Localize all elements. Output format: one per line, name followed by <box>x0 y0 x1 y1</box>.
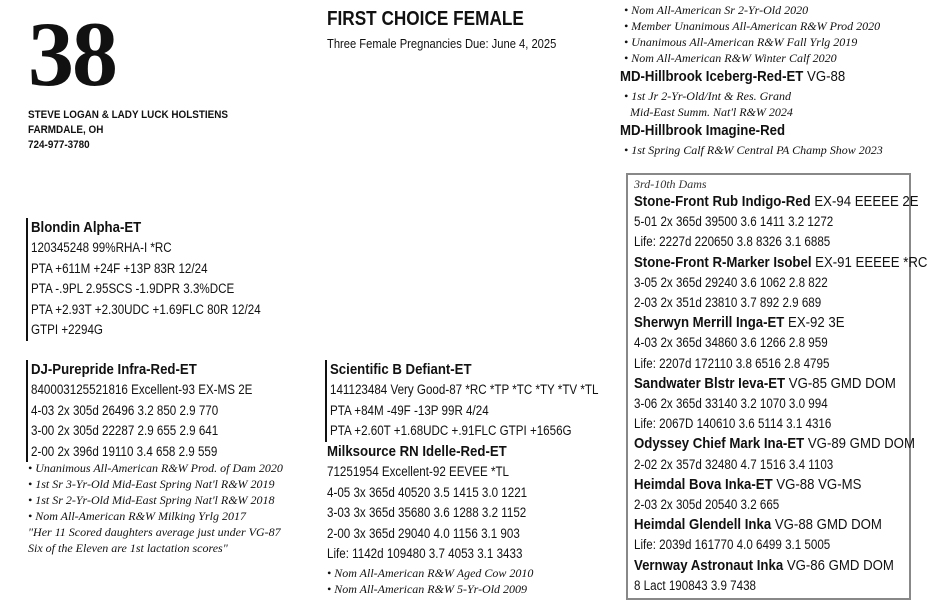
lot-number: 38 <box>28 3 116 105</box>
ancestor-dam-record: Life: 2039d 161770 4.0 6499 3.1 5005 <box>634 537 831 553</box>
dam-honor: • Nom All-American R&W Milking Yrlg 2017 <box>28 508 283 524</box>
consignor-city: FARMDALE, OH <box>28 124 104 136</box>
ancestor-dam-name <box>634 313 876 333</box>
sibling-1 <box>620 66 851 88</box>
consignor-name: STEVE LOGAN & LADY LUCK HOLSTIENS <box>28 109 229 121</box>
ancestor-dams-box <box>626 173 928 600</box>
sibling-1-name: MD-Hillbrook Iceberg-Red-ET <box>620 68 804 85</box>
sire-line: GTPI +2294G <box>31 322 103 337</box>
granddam-line: 71251954 Excellent-92 EEVEE *TL <box>327 464 510 479</box>
ancestor-dam-name <box>634 515 882 535</box>
ancestor-dam-name <box>634 192 919 212</box>
dam-line: 3-00 2x 305d 22287 2.9 655 2.9 641 <box>31 423 219 438</box>
ancestor-dam-score: VG-89 GMD DOM <box>807 435 915 453</box>
offering-title: FIRST CHOICE FEMALE <box>327 8 524 30</box>
maternal-sire-block <box>325 360 620 442</box>
ancestor-dam-record: 2-03 2x 351d 23810 3.7 892 2.9 689 <box>634 295 822 311</box>
granddam-line: 4-05 3x 365d 40520 3.5 1415 3.0 1221 <box>327 484 528 500</box>
ancestor-dam-name <box>634 434 915 454</box>
granddam-line: 2-00 3x 365d 29040 4.0 1156 3.1 903 <box>327 525 520 541</box>
dam-honors <box>28 460 283 556</box>
dam-quote: Six of the Eleven are 1st lactation scores" <box>28 541 228 555</box>
dam-line: 840003125521816 Excellent-93 EX-MS 2E <box>31 382 253 397</box>
top-right-pedigree <box>620 2 883 158</box>
ancestor-dam-score: VG-88 GMD DOM <box>774 516 882 534</box>
granddam-honor: • Nom All-American R&W Aged Cow 2010 <box>327 565 617 581</box>
dam-name: DJ-Purepride Infra-Red-ET <box>31 361 197 378</box>
ancestor-dam-name <box>634 374 896 394</box>
granddam-line: Life: 1142d 109480 3.7 4053 3.1 3433 <box>327 546 523 561</box>
dam-block <box>26 360 321 462</box>
dams-list <box>634 192 928 596</box>
ancestor-dam-score: EX-94 EEEEE 2E <box>814 193 919 210</box>
ancestor-dam-name <box>634 253 928 273</box>
sire-line: PTA -.9PL 2.95SCS -1.9DPR 3.3%DCE <box>31 281 235 296</box>
ancestor-dam-record: 4-03 2x 365d 34860 3.6 1266 2.8 959 <box>634 335 828 351</box>
maternal-sire-line: PTA +84M -49F -13P 99R 4/24 <box>330 402 489 418</box>
offering-subtitle: Three Female Pregnancies Due: June 4, 2025 <box>327 36 557 51</box>
sire-line: PTA +2.93T +2.30UDC +1.69FLC 80R 12/24 <box>31 301 261 317</box>
ancestor-dam-record: 2-02 2x 357d 32480 4.7 1516 3.4 1103 <box>634 456 834 472</box>
ancestor-dam-record: 3-05 2x 365d 29240 3.6 1062 2.8 822 <box>634 274 828 290</box>
granddam-line: 3-03 3x 365d 35680 3.6 1288 3.2 1152 <box>327 505 527 520</box>
ancestor-dam-title: Heimdal Glendell Inka <box>634 516 772 534</box>
dam-line: 2-00 2x 396d 19110 3.4 658 2.9 559 <box>31 443 218 459</box>
maternal-sire-line: PTA +2.60T +1.68UDC +.91FLC GTPI +1656G <box>330 423 572 438</box>
sibling-2-honor: • 1st Spring Calf R&W Central PA Champ Show 2023 <box>624 142 883 158</box>
dam-line: 4-03 2x 305d 26496 3.2 850 2.9 770 <box>31 402 219 418</box>
honor-line: • Nom All-American R&W Winter Calf 2020 <box>624 50 883 66</box>
ancestor-dam-name <box>634 475 876 495</box>
sire-block <box>26 218 321 341</box>
ancestor-dam-title: Stone-Front Rub Indigo-Red <box>634 193 811 210</box>
ancestor-dam-score: VG-86 GMD DOM <box>786 556 894 574</box>
dams-box-header: 3rd-10th Dams <box>634 177 707 191</box>
ancestor-dam-title: Stone-Front R-Marker Isobel <box>634 253 812 271</box>
ancestor-dam-record: 5-01 2x 365d 39500 3.6 1411 3.2 1272 <box>634 214 834 230</box>
sibling-1-score: VG-88 <box>807 68 846 85</box>
sibling-2-name: MD-Hillbrook Imagine-Red <box>620 122 786 139</box>
honor-line: • Nom All-American Sr 2-Yr-Old 2020 <box>624 2 883 18</box>
ancestor-dam-record: Life: 2227d 220650 3.8 8326 3.1 6885 <box>634 234 831 250</box>
granddam-honor: • Nom All-American R&W 5-Yr-Old 2009 <box>327 581 617 597</box>
sire-name: Blondin Alpha-ET <box>31 219 142 236</box>
sibling-1-honor: • 1st Jr 2-Yr-Old/Int & Res. Grand <box>624 88 883 104</box>
ancestor-dam-record: Life: 2207d 172110 3.8 6516 2.8 4795 <box>634 355 830 371</box>
honor-line: • Member Unanimous All-American R&W Prod 2020 <box>624 18 883 34</box>
dam-honor: • 1st Sr 2-Yr-Old Mid-East Spring Nat'l R&W 2018 <box>28 492 283 508</box>
ancestor-dam-name <box>634 556 894 576</box>
sibling-1-honor: Mid-East Summ. Nat'l R&W 2024 <box>630 105 793 119</box>
ancestor-dam-score: EX-91 EEEEE *RC <box>815 253 928 271</box>
sire-line: PTA +611M +24F +13P 83R 12/24 <box>31 260 208 276</box>
ancestor-dam-record: 2-03 2x 305d 20540 3.2 665 <box>634 497 780 513</box>
maternal-sire-line: 141123484 Very Good-87 *RC *TP *TC *TY *TV *TL <box>330 382 599 397</box>
ancestor-dam-score: VG-88 VG-MS <box>776 475 862 493</box>
ancestor-dam-title: Odyssey Chief Mark Ina-ET <box>634 435 805 453</box>
dam-honor: • 1st Sr 3-Yr-Old Mid-East Spring Nat'l R&W 2019 <box>28 476 283 492</box>
ancestor-dam-title: Vernway Astronaut Inka <box>634 556 784 574</box>
granddam-block <box>327 442 617 597</box>
dam-quote: "Her 11 Scored daughters average just under VG-87 <box>28 525 281 539</box>
maternal-sire-name: Scientific B Defiant-ET <box>330 361 472 378</box>
ancestor-dam-score: VG-85 GMD DOM <box>788 374 896 392</box>
ancestor-dam-title: Sherwyn Merrill Inga-ET <box>634 314 785 332</box>
sire-line: 120345248 99%RHA-I *RC <box>31 240 172 255</box>
ancestor-dam-score: EX-92 3E <box>788 314 845 332</box>
ancestor-dam-title: Heimdal Bova Inka-ET <box>634 475 773 493</box>
ancestor-dam-record: 8 Lact 190843 3.9 7438 <box>634 577 757 593</box>
ancestor-dam-title: Sandwater Blstr Ieva-ET <box>634 374 786 392</box>
dam-honor: • Unanimous All-American R&W Prod. of Dam 2020 <box>28 460 283 476</box>
ancestor-dam-record: Life: 2067D 140610 3.6 5114 3.1 4316 <box>634 416 832 432</box>
consignor-phone: 724-977-3780 <box>28 139 90 151</box>
consignor-info <box>28 108 228 153</box>
ancestor-dam-record: 3-06 2x 365d 33140 3.2 1070 3.0 994 <box>634 396 828 412</box>
honor-line: • Unanimous All-American R&W Fall Yrlg 2019 <box>624 34 883 50</box>
granddam-name: Milksource RN Idelle-Red-ET <box>327 443 507 460</box>
